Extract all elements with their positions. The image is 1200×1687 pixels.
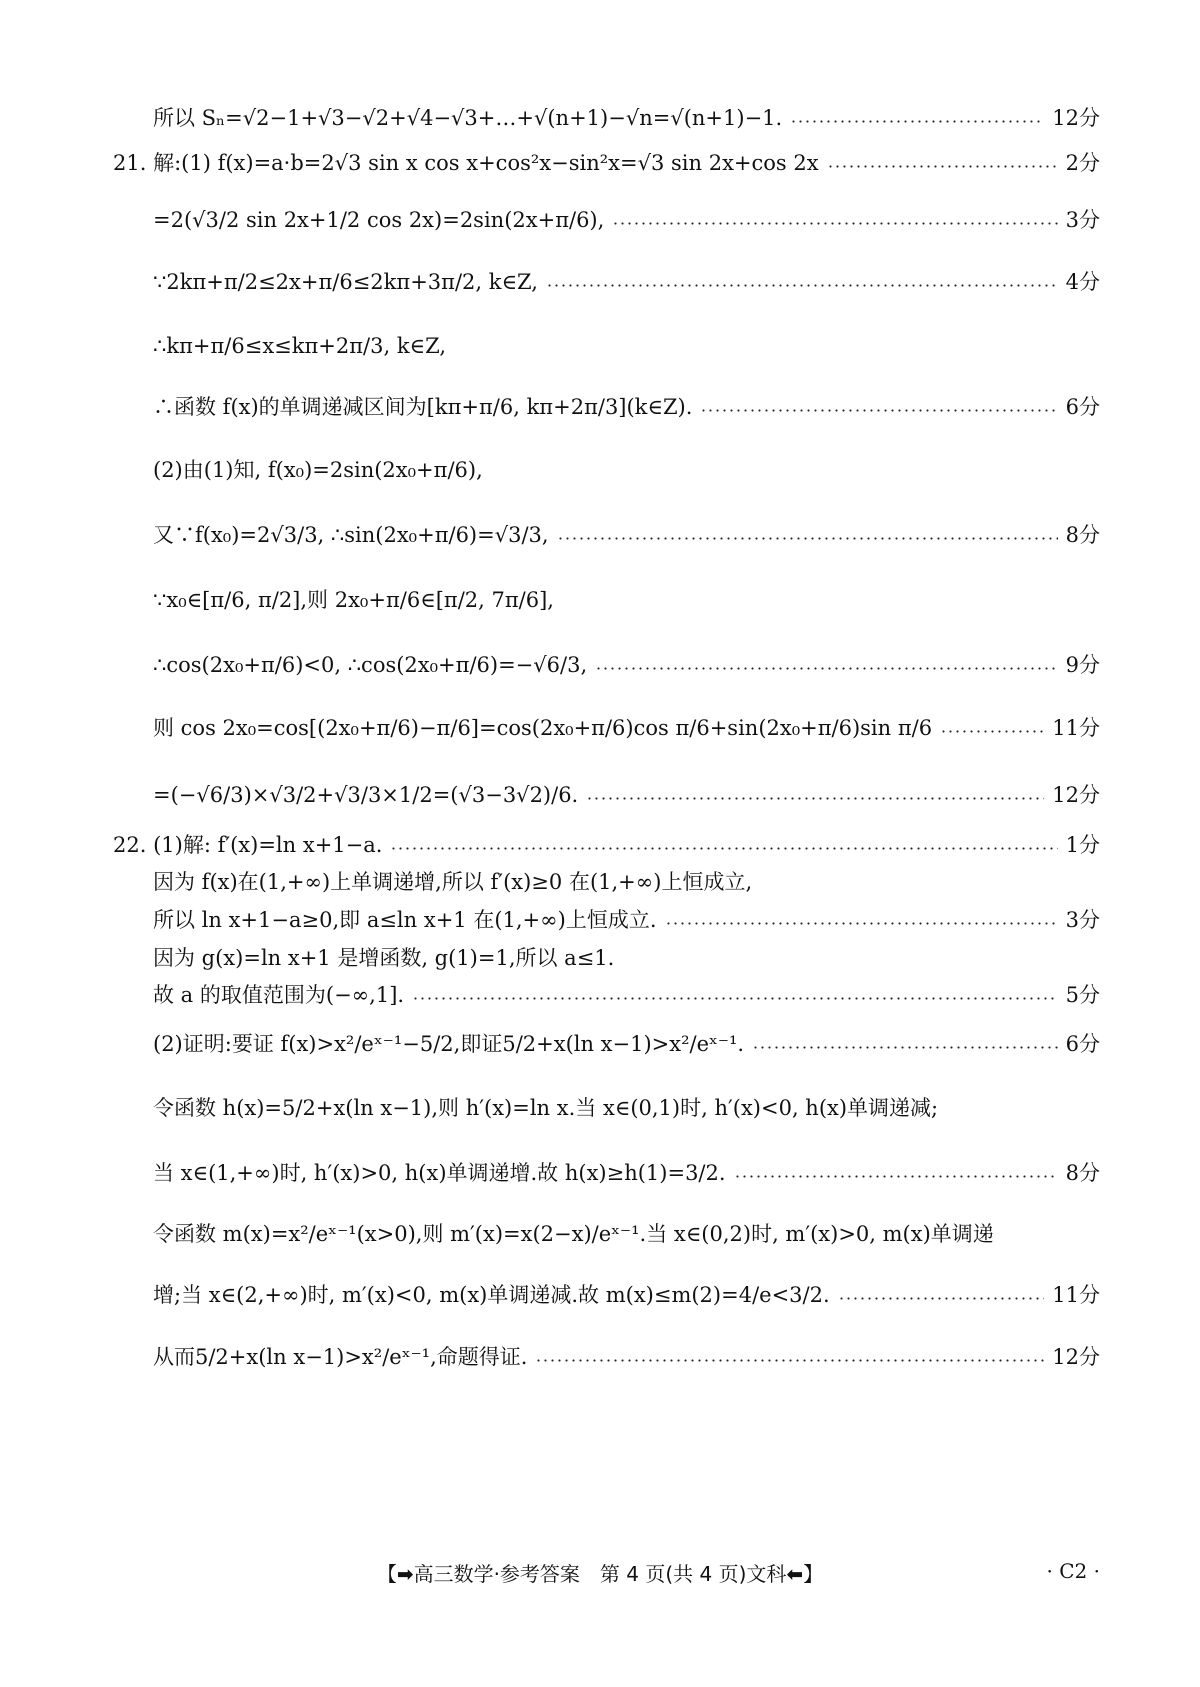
answer-line-text: 因为 f(x)在(1,+∞)上单调递增,所以 f′(x)≥0 在(1,+∞)上恒成立, (153, 870, 753, 894)
left-arrow-icon: ⬅ (786, 1562, 804, 1586)
answer-line (153, 872, 1100, 893)
answer-line (153, 1347, 1100, 1368)
answer-line-text: ∴cos(2x₀+π/6)<0, ∴cos(2x₀+π/6)=−√6/3, (153, 653, 588, 677)
answer-line (113, 153, 1100, 174)
score-label: 8分 (1065, 1161, 1100, 1185)
answer-line-text: ∵x₀∈[π/6, π/2],则 2x₀+π/6∈[π/2, 7π/6], (153, 588, 554, 612)
answer-line-text: (2)证明:要证 f(x)>x²/eˣ⁻¹−5/2,即证5/2+x(ln x−1)>x²/eˣ⁻¹. (153, 1032, 745, 1056)
answer-line-text: (2)由(1)知, f(x₀)=2sin(2x₀+π/6), (153, 458, 483, 482)
leader-dots (734, 1175, 1058, 1178)
answer-line-text: 令函数 h(x)=5/2+x(ln x−1),则 h′(x)=ln x.当 x∈(0,1)时, h′(x)<0, h(x)单调递减; (153, 1096, 939, 1120)
answer-line (153, 272, 1100, 293)
answer-line (153, 718, 1100, 739)
score-label: 6分 (1065, 395, 1100, 419)
leader-dots (827, 165, 1058, 168)
leader-dots (838, 1297, 1045, 1300)
score-label: 2分 (1065, 151, 1100, 175)
answer-line-text: 又∵f(x₀)=2√3/3, ∴sin(2x₀+π/6)=√3/3, (153, 523, 549, 547)
page-code: · C2 · (1046, 1559, 1100, 1583)
answer-line-text: 故 a 的取值范围为(−∞,1]. (153, 983, 405, 1007)
score-label: 12分 (1052, 106, 1100, 130)
answer-line-text: 22. (1)解: f′(x)=ln x+1−a. (113, 833, 383, 857)
score-label: 3分 (1065, 908, 1100, 932)
answer-line (153, 108, 1100, 129)
footer-left-bracket: 【 (376, 1562, 397, 1586)
answer-line-text: =(−√6/3)×√3/2+√3/3×1/2=(√3−3√2)/6. (153, 783, 579, 807)
score-label: 12分 (1052, 783, 1100, 807)
answer-line-text: 增;当 x∈(2,+∞)时, m′(x)<0, m(x)单调递减.故 m(x)≤m(2)=4/e<3/2. (153, 1283, 830, 1307)
answer-line (153, 397, 1100, 418)
footer-right-bracket: 】 (803, 1562, 824, 1586)
answer-line-text: 所以 Sₙ=√2−1+√3−√2+√4−√3+…+√(n+1)−√n=√(n+1)−1. (153, 106, 783, 130)
leader-dots (535, 1359, 1044, 1362)
right-arrow-icon: ➡ (396, 1562, 414, 1586)
answer-line (153, 785, 1100, 806)
answer-line (153, 655, 1100, 676)
score-label: 5分 (1065, 983, 1100, 1007)
score-label: 3分 (1065, 208, 1100, 232)
answer-line (153, 1163, 1100, 1184)
leader-dots (665, 922, 1058, 925)
score-label: 8分 (1065, 523, 1100, 547)
leader-dots (700, 409, 1057, 412)
leader-dots (546, 284, 1058, 287)
leader-dots (595, 667, 1058, 670)
answer-line (153, 590, 1100, 611)
score-label: 1分 (1065, 833, 1100, 857)
answer-line-text: 则 cos 2x₀=cos[(2x₀+π/6)−π/6]=cos(2x₀+π/6)cos π/6+sin(2x₀+π/6)sin π/6 (153, 716, 933, 740)
page-footer (0, 1558, 1200, 1587)
leader-dots (586, 797, 1044, 800)
answer-line-text: ∵2kπ+π/2≤2x+π/6≤2kπ+3π/2, k∈Z, (153, 270, 538, 294)
answer-line (153, 910, 1100, 931)
answer-line-text: 从而5/2+x(ln x−1)>x²/eˣ⁻¹,命题得证. (153, 1345, 528, 1369)
answer-line-text: 令函数 m(x)=x²/eˣ⁻¹(x>0),则 m′(x)=x(2−x)/eˣ⁻¹.当 x∈(0,2)时, m′(x)>0, m(x)单调递 (153, 1222, 994, 1246)
leader-dots (557, 537, 1058, 540)
answer-line (153, 1285, 1100, 1306)
answer-line (153, 1098, 1100, 1119)
score-label: 11分 (1052, 716, 1100, 740)
footer-text: 高三数学·参考答案 第 4 页(共 4 页)文科 (413, 1562, 787, 1586)
answer-line (153, 1224, 1100, 1245)
answer-line (153, 525, 1100, 546)
answer-line-text: 因为 g(x)=ln x+1 是增函数, g(1)=1,所以 a≤1. (153, 946, 615, 970)
score-label: 4分 (1065, 270, 1100, 294)
leader-dots (412, 997, 1058, 1000)
answer-line (113, 835, 1100, 856)
answer-line (153, 336, 1100, 357)
score-label: 11分 (1052, 1283, 1100, 1307)
leader-dots (390, 847, 1057, 850)
leader-dots (752, 1046, 1058, 1049)
answer-line (153, 948, 1100, 969)
answer-line-text: 当 x∈(1,+∞)时, h′(x)>0, h(x)单调递增.故 h(x)≥h(1)=3/2. (153, 1161, 726, 1185)
leader-dots (940, 730, 1044, 733)
leader-dots (790, 120, 1044, 123)
answer-line (153, 1034, 1100, 1055)
score-label: 12分 (1052, 1345, 1100, 1369)
leader-dots (612, 222, 1057, 225)
answer-line-text: 所以 ln x+1−a≥0,即 a≤ln x+1 在(1,+∞)上恒成立. (153, 908, 657, 932)
answer-line-text: 21. 解:(1) f(x)=a·b=2√3 sin x cos x+cos²x−sin²x=√3 sin 2x+cos 2x (113, 151, 819, 175)
answer-line-text: ∴函数 f(x)的单调递减区间为[kπ+π/6, kπ+2π/3](k∈Z). (153, 395, 693, 419)
answer-line (153, 460, 1100, 481)
answer-line-text: =2(√3/2 sin 2x+1/2 cos 2x)=2sin(2x+π/6), (153, 208, 605, 232)
score-label: 6分 (1065, 1032, 1100, 1056)
answer-line (153, 210, 1100, 231)
answer-line-text: ∴kπ+π/6≤x≤kπ+2π/3, k∈Z, (153, 334, 446, 358)
score-label: 9分 (1065, 653, 1100, 677)
answer-line (153, 985, 1100, 1006)
